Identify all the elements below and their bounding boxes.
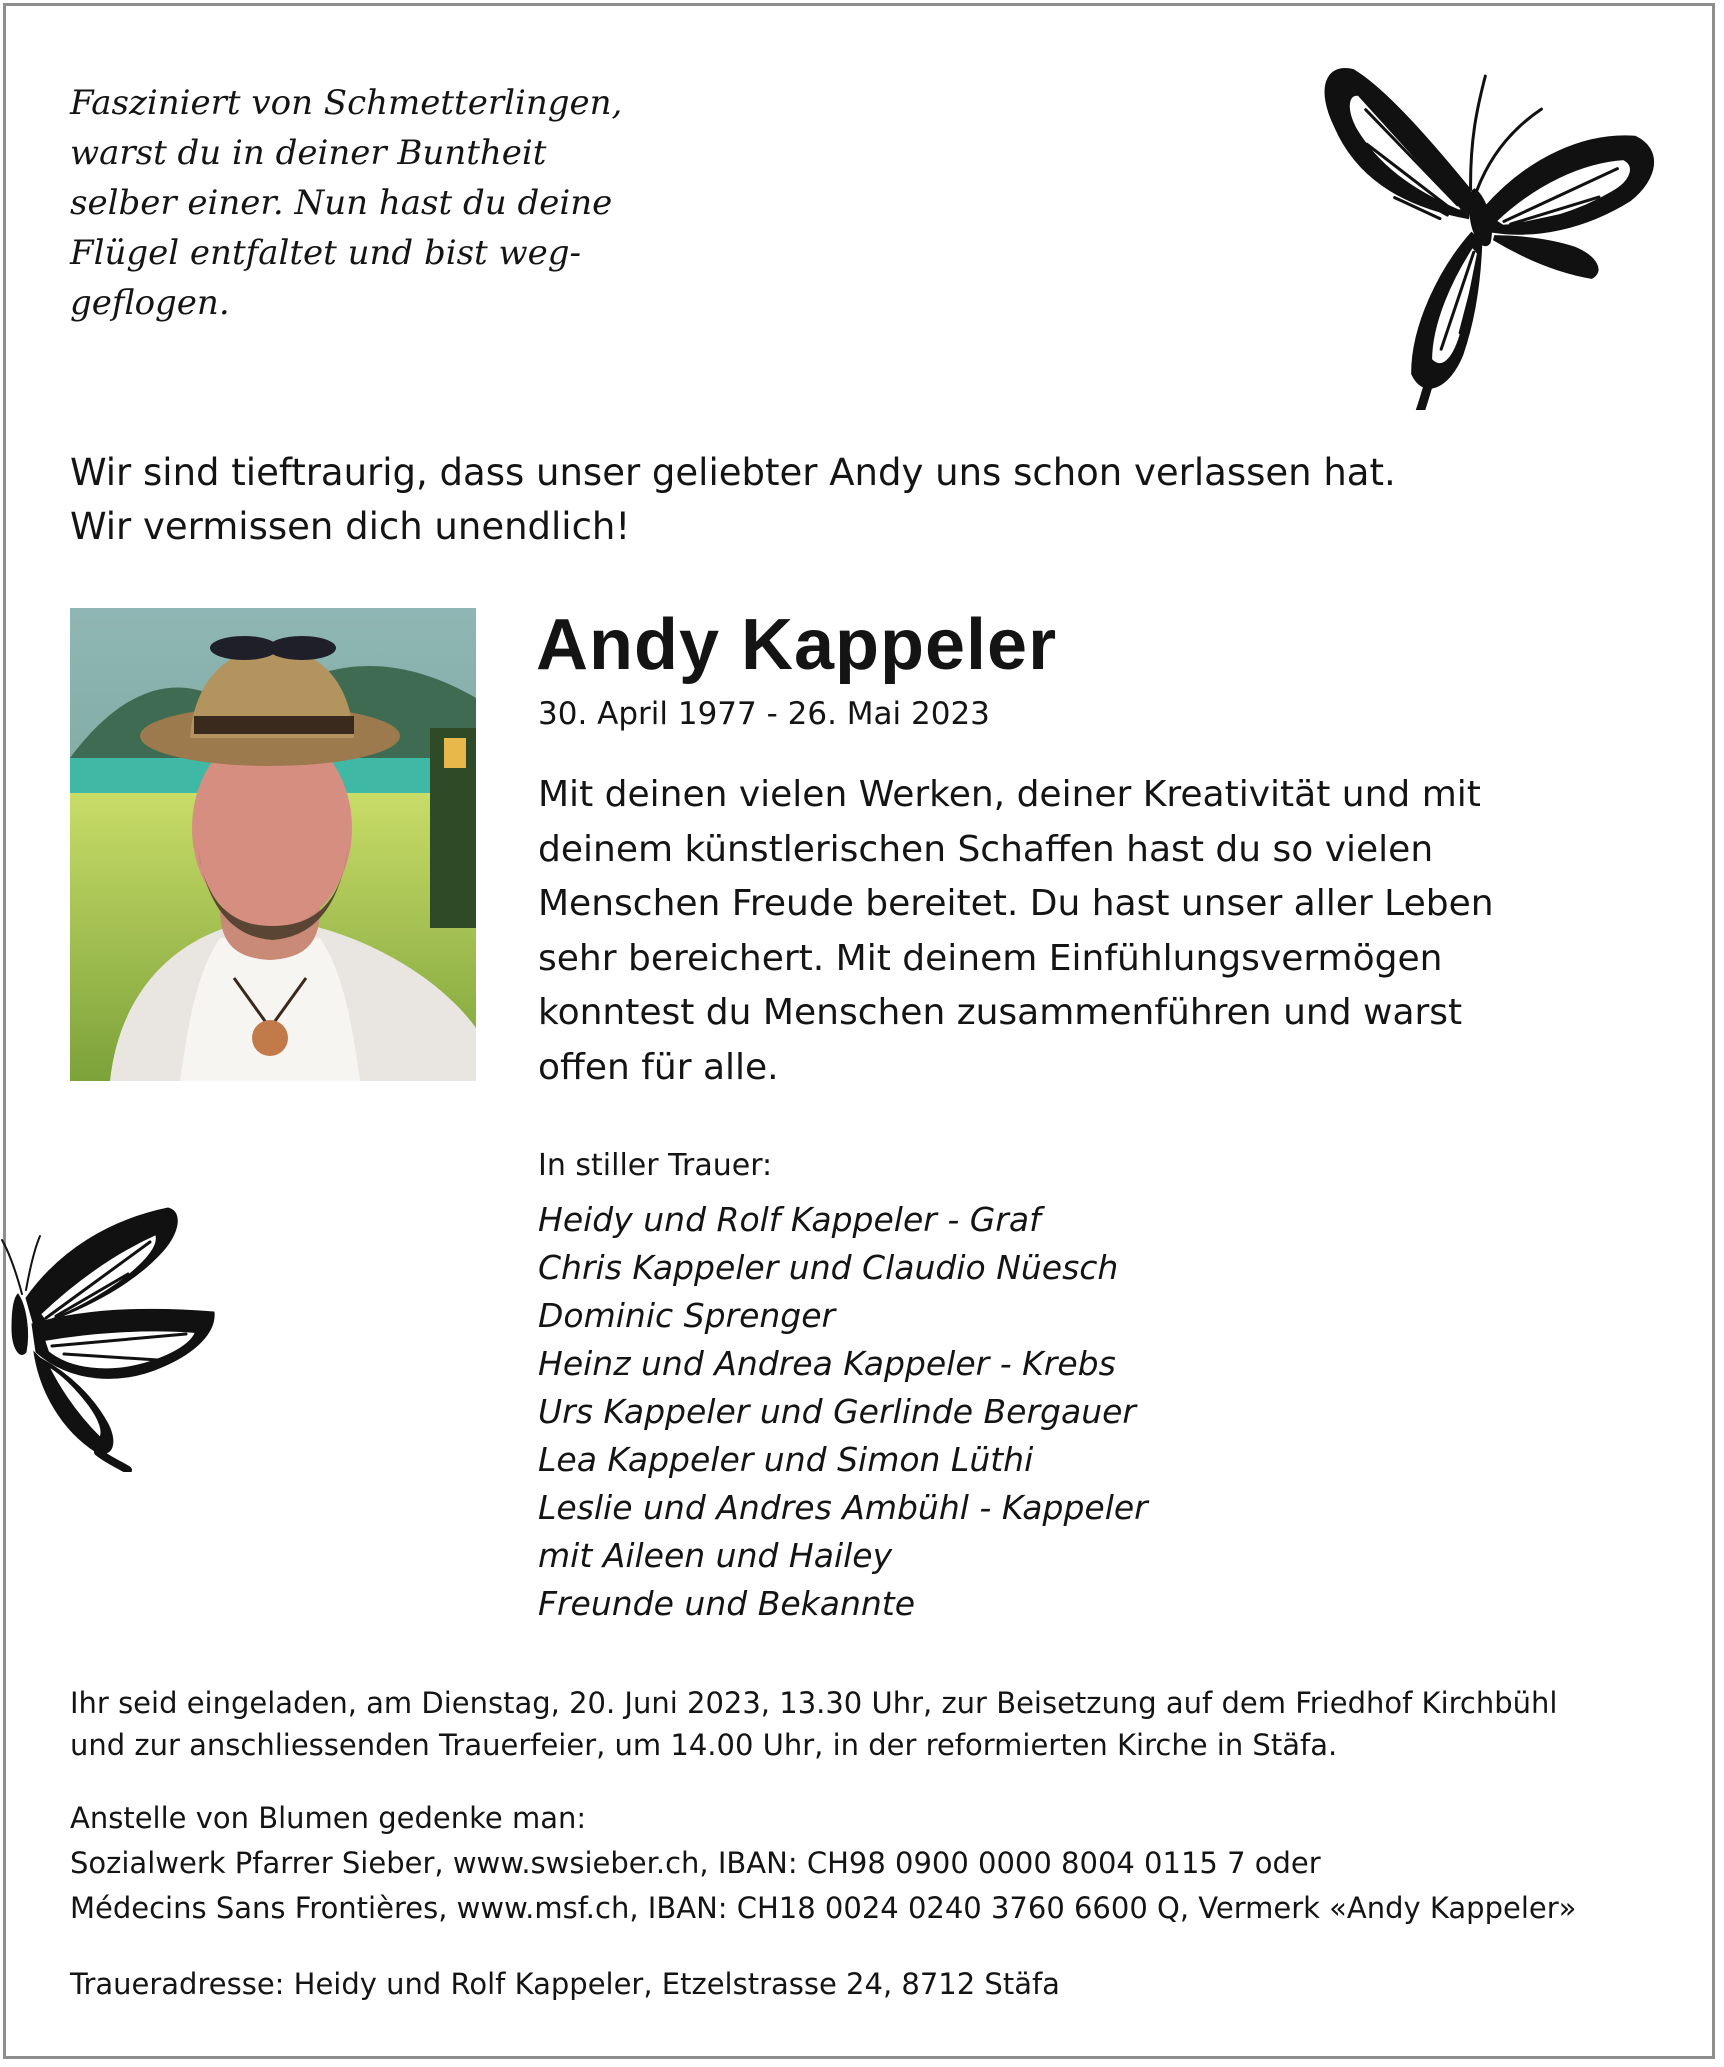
mourners-list: [538, 1196, 1148, 1628]
motto-line: selber einer. Nun hast du deine: [70, 183, 613, 223]
life-dates: 30. April 1977 - 26. Mai 2023: [538, 696, 990, 732]
portrait-photo: [70, 608, 476, 1081]
tribute-line: Menschen Freude bereitet. Du hast unser aller Leben: [538, 883, 1494, 924]
motto-line: Fasziniert von Schmetterlingen,: [70, 83, 623, 123]
invitation-line: Ihr seid eingeladen, am Dienstag, 20. Juni 2023, 13.30 Uhr, zur Beisetzung auf dem Friedhof Kirchbühl: [70, 1686, 1558, 1720]
intro-line: Wir sind tieftraurig, dass unser geliebter Andy uns schon verlassen hat.: [70, 451, 1396, 494]
mourner-name: Lea Kappeler und Simon Lüthi: [538, 1440, 1034, 1479]
mourner-name: Chris Kappeler und Claudio Nüesch: [538, 1248, 1119, 1287]
mourner-name: Leslie und Andres Ambühl - Kappeler: [538, 1488, 1148, 1527]
butterfly-icon: [0, 1202, 220, 1472]
donation-notice: [70, 1796, 1576, 1931]
motto-verse: [70, 78, 630, 328]
tribute-line: sehr bereichert. Mit deinem Einfühlungsvermögen: [538, 937, 1443, 979]
tribute-line: konntest du Menschen zusammenführen und warst: [538, 992, 1463, 1033]
mourner-name: mit Aileen und Hailey: [538, 1536, 893, 1575]
mourner-name: Heinz und Andrea Kappeler - Krebs: [538, 1344, 1116, 1383]
mourning-label: In stiller Trauer:: [538, 1148, 773, 1183]
tribute-line: deinem künstlerischen Schaffen hast du so vielen: [538, 828, 1434, 870]
mourner-name: Freunde und Bekannte: [538, 1584, 916, 1623]
deceased-name: Andy Kappeler: [536, 605, 1058, 685]
motto-line: warst du in deiner Buntheit: [70, 133, 547, 173]
intro-statement: [70, 446, 1396, 554]
motto-line: geflogen.: [70, 283, 230, 323]
donation-line: Anstelle von Blumen gedenke man:: [70, 1801, 587, 1835]
funeral-invitation: [70, 1682, 1557, 1766]
mourner-name: Urs Kappeler und Gerlinde Bergauer: [538, 1392, 1136, 1431]
mourner-name: Dominic Sprenger: [538, 1296, 836, 1335]
tribute-line: offen für alle.: [538, 1046, 779, 1088]
tribute-line: Mit deinen vielen Werken, deiner Kreativität und mit: [538, 774, 1481, 815]
tribute-text: [538, 768, 1494, 1095]
donation-line: Médecins Sans Frontières, www.msf.ch, IBAN: CH18 0024 0240 3760 6600 Q, Vermerk «Andy Kappeler»: [70, 1891, 1577, 1925]
intro-line: Wir vermissen dich unendlich!: [70, 505, 631, 548]
donation-line: Sozialwerk Pfarrer Sieber, www.swsieber.ch, IBAN: CH98 0900 0000 8004 0115 7 oder: [70, 1846, 1321, 1880]
motto-line: Flügel entfaltet und bist weg-: [70, 233, 581, 273]
mourner-name: Heidy und Rolf Kappeler - Graf: [538, 1200, 1041, 1239]
invitation-line: und zur anschliessenden Trauerfeier, um 14.00 Uhr, in der reformierten Kirche in Stäfa.: [70, 1728, 1338, 1762]
mourning-address: Traueradresse: Heidy und Rolf Kappeler, Etzelstrasse 24, 8712 Stäfa: [70, 1967, 1060, 2001]
butterfly-icon: [1292, 38, 1672, 410]
